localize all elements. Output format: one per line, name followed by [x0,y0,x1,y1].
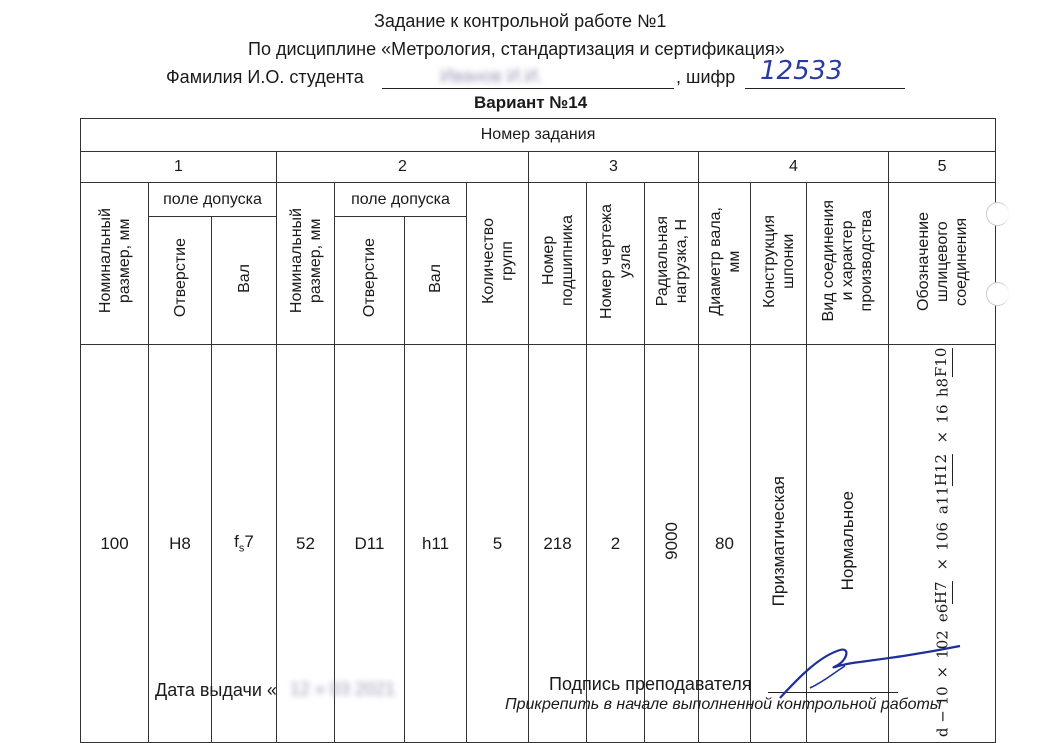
spline-fraction-1 [931,581,953,622]
header-tolerance-1: поле допуска [149,183,277,217]
header-nominal-2-text: Номинальный размер, мм [287,208,324,314]
header-hole-2-text: Отверстие [361,238,378,318]
header-connection [807,183,889,345]
value-shaft-diameter: 80 [699,345,751,743]
value-nominal-2: 52 [277,345,335,743]
value-connection: Нормальное [837,491,857,591]
spline-prefix: d − 10 × 102 [933,630,952,738]
spline-mid: × 106 [933,522,952,574]
value-shaft-1-base: f [234,532,239,552]
header-tolerance-2: поле допуска [335,183,467,217]
header-shaft-1 [212,217,277,345]
task-group-5: 5 [889,152,996,183]
header-radial-load [645,183,699,345]
value-shaft-1-sub: s [238,542,245,555]
header-nominal-1 [81,183,149,345]
spline-fraction-3 [931,348,953,397]
spline-f3-num: F10 [931,348,953,378]
header-shaft-1-text: Вал [235,263,253,293]
header-shaft-diameter-text: Диаметр вала, мм [706,206,743,316]
value-shaft-1-grade: 7 [244,532,254,552]
cipher-label: , шифр [676,67,736,87]
spline-f2-num: H12 [931,454,953,486]
header-hole-1 [149,217,212,345]
value-key-design: Призматическая [768,475,788,607]
header-drawing [587,183,645,345]
value-hole-1: H8 [149,345,212,743]
header-connection-text: Вид соединения и характер производства [820,200,875,322]
attach-note: Прикрепить в начале выполненной контрольной работы [505,696,942,713]
cipher-line [745,88,905,89]
header-key-design [751,183,807,345]
task-group-2: 2 [277,152,529,183]
spline-f2-den: a11 [933,486,952,515]
header-spline-text: Обозначение шлицевого соединения [914,211,970,311]
issue-date-label: Дата выдачи « [155,680,277,700]
student-name: Иванов И.И. [440,66,543,86]
student-name-line [382,88,674,89]
header-shaft-diameter [699,183,751,345]
header-drawing-text: Номер чертежа узла [597,203,634,319]
task-group-1: 1 [81,152,277,183]
spline-f1-num: H7 [931,581,953,604]
student-label: Фамилия И.О. студента [166,67,364,87]
spline-f1-den: e6 [933,603,952,623]
value-bearing: 218 [529,345,587,743]
value-hole-2: D11 [335,345,405,743]
header-spline [889,183,996,345]
value-shaft-2: h11 [405,345,467,743]
teacher-sign-label: Подпись преподавателя [549,674,752,694]
header-groups-count-text: Количество групп [479,218,516,304]
header-shaft-2 [405,217,467,345]
value-drawing: 2 [587,345,645,743]
cipher-value: 12533 [760,56,843,86]
header-hole-2 [335,217,405,345]
task-group-4: 4 [699,152,889,183]
punch-hole-top [986,202,1009,226]
spline-fraction-2 [931,454,953,514]
header-nominal-1-text: Номинальный размер, мм [96,208,133,314]
value-nominal-1: 100 [81,345,149,743]
document-title: Задание к контрольной работе №1 [374,11,667,31]
header-hole-1-text: Отверстие [171,238,189,318]
header-bearing-text: Номер подшипника [539,215,576,307]
value-radial-load: 9000 [661,522,681,560]
punch-hole-bottom [986,282,1009,306]
header-key-design-text: Конструкция шпонки [760,214,797,308]
spline-mid2: × 16 [933,404,952,447]
spline-f3-den: h8 [933,377,952,397]
task-number-header: Номер задания [81,119,996,152]
header-shaft-2-text: Вал [427,263,444,293]
header-nominal-2 [277,183,335,345]
value-groups-count: 5 [467,345,529,743]
issue-date-value: 12 » 03 2021 [290,679,396,699]
header-groups-count [467,183,529,345]
task-group-3: 3 [529,152,699,183]
header-bearing [529,183,587,345]
discipline-line: По дисциплине «Метрология, стандартизация и сертификация» [248,39,785,59]
header-radial-load-text: Радиальная нагрузка, Н [653,215,690,307]
variant-title: Вариант №14 [474,93,588,112]
